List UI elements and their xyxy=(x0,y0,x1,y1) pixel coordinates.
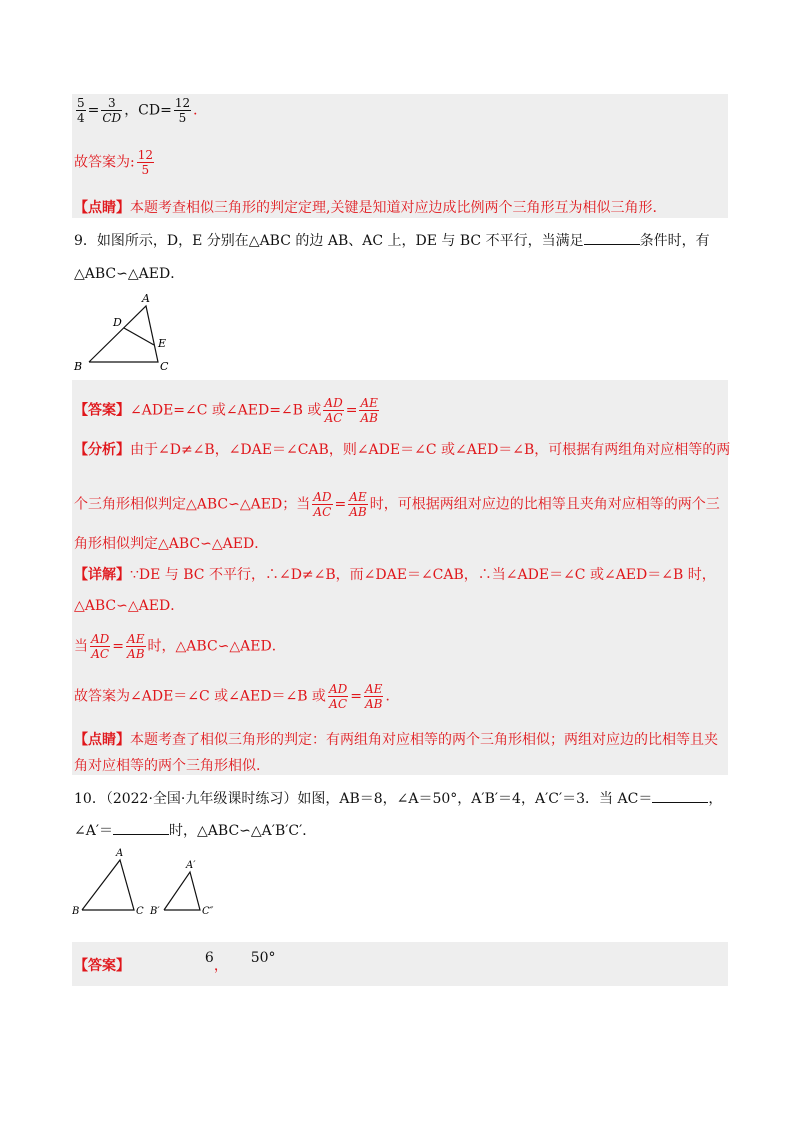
q9-detail-1: 【详解】∵DE 与 BC 不平行，∴∠D≠∠B，而∠DAE＝∠CAB，∴当∠ADE＝∠C 或∠AED＝∠B 时， xyxy=(74,567,716,583)
label-B-prime: B′ xyxy=(150,906,160,917)
q10-triangles-figure xyxy=(72,848,232,928)
label-B: B xyxy=(72,906,80,917)
label-C-doubleprime: C″ xyxy=(202,906,214,917)
q9-analysis-2: 个三角形相似判定△ABC∽△AED；当 $\frac{AD}{AC}$ = $\frac{AE}{AB}$ 时，可根据两组对应边的比相等且夹角对应相等的两个三 xyxy=(74,490,720,519)
q9-triangle-figure xyxy=(72,292,182,374)
label-E: E xyxy=(158,337,167,350)
q9-final-answer: 故答案为∠ADE＝∠C 或∠AED＝∠B 或 $\frac{AD}{AC}$ = $\frac{AE}{AB}$ ． xyxy=(74,682,400,711)
q9-stem: 9．如图所示，D，E 分别在△ABC 的边 AB、AC 上，DE 与 BC 不平行，当满足 条件时，有 xyxy=(74,230,710,251)
q9-comment-2: 角对应相等的两个三角形相似. xyxy=(74,758,261,774)
q10-stem-line2: ∠A′＝ 时，△ABC∽△A′B′C′． xyxy=(74,820,316,841)
q9-blank xyxy=(584,230,640,245)
top-comment: 【点睛】本题考查相似三角形的判定定理,关键是知道对应边成比例两个三角形互为相似三角形. xyxy=(74,200,657,216)
q9-detail-2: △ABC∽△AED． xyxy=(74,598,185,614)
cd-equation: $\frac{5}{4}$ = $\frac{3}{CD}$ ，CD= $\frac{12}{5}$ ． xyxy=(77,96,208,125)
q9-answer: 【答案】∠ADE=∠C 或∠AED=∠B 或 $\frac{AD}{AC}$ = $\frac{AE}{AB}$ xyxy=(74,396,378,425)
label-C: C xyxy=(136,906,144,917)
label-A-prime: A′ xyxy=(186,860,196,871)
q9-detail-3: 当 $\frac{AD}{AC}$ = $\frac{AE}{AB}$ 时，△ABC∽△AED． xyxy=(74,632,286,661)
fraction: $\frac{12}{5}$ xyxy=(137,148,153,177)
top-answer: 故答案为: $\frac{12}{5}$ xyxy=(74,148,153,177)
fraction: $\frac{12}{5}$ xyxy=(174,96,191,125)
q10-stem: 10．（2022·全国·九年级课时练习）如图，AB＝8，∠A＝50°，A′B′＝4，A′C′＝3．当 AC＝ ， xyxy=(74,788,722,809)
q9-stem-line2: △ABC∽△AED． xyxy=(74,266,185,282)
label-D: D xyxy=(113,316,122,329)
label-A: A xyxy=(116,848,124,859)
q10-answer: 【答案】 6， 50° xyxy=(74,950,276,974)
q10-blank-angle xyxy=(113,820,169,835)
label-B: B xyxy=(74,360,83,373)
label-A: A xyxy=(142,292,150,305)
q9-comment-1: 【点睛】本题考查了相似三角形的判定：有两组角对应相等的两个三角形相似；两组对应边的比相等且夹 xyxy=(74,732,718,748)
q9-analysis-3: 角形相似判定△ABC∽△AED． xyxy=(74,536,269,552)
q9-analysis-1: 【分析】由于∠D≠∠B，∠DAE＝∠CAB，则∠ADE＝∠C 或∠AED＝∠B，可根据有两组角对应相等的两 xyxy=(74,442,731,458)
fraction: $\frac{5}{4}$ xyxy=(77,96,85,125)
fraction: $\frac{3}{CD}$ xyxy=(102,96,122,125)
q10-blank-ac xyxy=(652,788,708,803)
label-C: C xyxy=(160,360,169,373)
